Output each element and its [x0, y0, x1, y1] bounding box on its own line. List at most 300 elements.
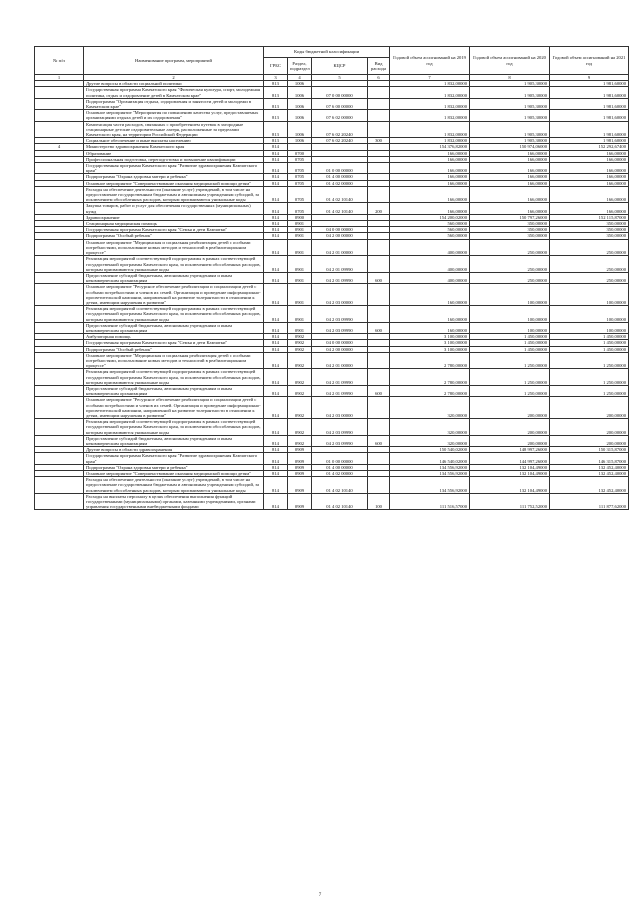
cell-2019: 3 100,00000: [390, 346, 470, 352]
cell-kcsr: 04 2 01 00000: [312, 239, 368, 256]
cell-razdel: 1006: [288, 87, 312, 98]
cell-2020: 1 905,30000: [470, 138, 550, 144]
cell-2021: 250,00000: [550, 256, 629, 273]
cell-razdel: 0902: [288, 334, 312, 340]
cell-2020: 1 905,30000: [470, 98, 550, 109]
table-row: [35, 174, 629, 180]
cell-name: Расходы на выплаты персоналу в целях обеспечения выполнения функций государственными (муниципальными) органами, казенными учреждениями, органами управления государственными внебюджетными фондами: [84, 493, 264, 510]
table-row: [35, 352, 629, 369]
cell-grbs: 814: [264, 144, 288, 150]
cell-2020: 1 905,30000: [470, 121, 550, 138]
cell-kcsr: 07 6 02 20240: [312, 138, 368, 144]
cell-no: [35, 435, 84, 446]
cell-2021: 1 981,60000: [550, 87, 629, 98]
page-number: 7: [318, 893, 322, 898]
cell-2019: 160,00000: [390, 284, 470, 306]
table-row: [35, 180, 629, 186]
cell-grbs: 814: [264, 214, 288, 220]
cell-no: [35, 98, 84, 109]
cell-2020: 166,00000: [470, 163, 550, 174]
cell-grbs: 814: [264, 447, 288, 453]
cell-grbs: 814: [264, 186, 288, 203]
cell-no: [35, 121, 84, 138]
cell-grbs: 814: [264, 435, 288, 446]
cell-razdel: 0902: [288, 397, 312, 419]
cell-grbs: 814: [264, 163, 288, 174]
cell-no: [35, 256, 84, 273]
cell-2021: 1 450,00000: [550, 340, 629, 346]
cell-razdel: 0909: [288, 453, 312, 464]
cell-name: Амбулаторная помощь: [84, 334, 264, 340]
cell-no: [35, 87, 84, 98]
cell-name: Предоставление субсидий бюджетным, автономным учреждениям и иным некоммерческим организациям: [84, 322, 264, 333]
cell-grbs: 814: [264, 203, 288, 214]
cell-2021: 1 250,00000: [550, 369, 629, 386]
cell-2020: 166,00000: [470, 150, 550, 156]
cell-2019: 560,00000: [390, 227, 470, 233]
cell-grbs: 814: [264, 334, 288, 340]
cell-vr: [368, 306, 390, 323]
cell-kcsr: 04 2 00 00000: [312, 346, 368, 352]
cell-name: Основное мероприятие "Совершенствование оказания медицинской помощи детям": [84, 180, 264, 186]
cell-name: Предоставление субсидий бюджетным, автономным учреждениям и иным некоммерческим организациям: [84, 385, 264, 396]
cell-grbs: 814: [264, 385, 288, 396]
cell-grbs: 814: [264, 221, 288, 227]
cell-2021: 166,00000: [550, 150, 629, 156]
cell-razdel: 0901: [288, 227, 312, 233]
cell-kcsr: 04 0 00 00000: [312, 227, 368, 233]
cell-2020: 350,00000: [470, 233, 550, 239]
header-name: Наименование программ, мероприятий: [84, 47, 264, 75]
cell-name: Основное мероприятие "Ресурсное обеспечение реабилитации и социализации детей с особыми потребностями и членов их семей. Организация и проведение информационно-просветительской кампании, направленной на развитие толерантности в отношении к детям, имеющим нарушения в развитии": [84, 397, 264, 419]
table-row: [35, 98, 629, 109]
table-header: [35, 47, 629, 81]
cell-kcsr: 01 4 02 10140: [312, 477, 368, 494]
cell-2019: 400,00000: [390, 256, 470, 273]
cell-vr: [368, 163, 390, 174]
cell-kcsr: 07 6 00 00000: [312, 98, 368, 109]
cell-vr: 100: [368, 493, 390, 510]
cell-2020: 1 450,00000: [470, 346, 550, 352]
cell-name: Основное мероприятие "Ресурсное обеспечение реабилитации и социализации детей с особыми потребностями и членов их семей. Организация и проведение информационно-просветительской кампании, направленной на развитие толерантности в отношении к детям, имеющим нарушения в развитии": [84, 284, 264, 306]
cell-vr: [368, 369, 390, 386]
cell-2019: 560,00000: [390, 233, 470, 239]
table-row: [35, 256, 629, 273]
table-row: [35, 227, 629, 233]
cell-razdel: 1006: [288, 98, 312, 109]
cell-vr: [368, 453, 390, 464]
cell-2019: 146 540,02000: [390, 453, 470, 464]
cell-2019: 154 200,02000: [390, 214, 470, 220]
header-2019: Годовой объем ассигнований на 2019 год: [390, 47, 470, 75]
cell-2019: 166,00000: [390, 203, 470, 214]
cell-2021: 150 315,87000: [550, 447, 629, 453]
column-index-cell: 4: [288, 75, 312, 81]
cell-no: [35, 322, 84, 333]
cell-2021: 166,00000: [550, 180, 629, 186]
cell-razdel: 0900: [288, 214, 312, 220]
cell-2020: 200,00000: [470, 419, 550, 436]
header-razdel: Раздел, подраздел: [288, 58, 312, 75]
cell-grbs: 813: [264, 81, 288, 87]
cell-2020: 1 905,30000: [470, 110, 550, 121]
cell-kcsr: 01 0 00 00000: [312, 453, 368, 464]
cell-2021: 111 877,62000: [550, 493, 629, 510]
cell-razdel: 0901: [288, 322, 312, 333]
column-index-cell: 7: [390, 75, 470, 81]
cell-2020: 100,00000: [470, 322, 550, 333]
cell-2021: 100,00000: [550, 306, 629, 323]
cell-2019: 134 556,92000: [390, 471, 470, 477]
column-index-cell: 9: [550, 75, 629, 81]
table-row: [35, 284, 629, 306]
cell-kcsr: 04 2 03 09990: [312, 435, 368, 446]
cell-no: [35, 272, 84, 283]
cell-2019: 320,00000: [390, 397, 470, 419]
cell-2021: 132 452,40000: [550, 477, 629, 494]
cell-grbs: 814: [264, 227, 288, 233]
cell-kcsr: 01 4 00 00000: [312, 464, 368, 470]
cell-kcsr: 01 4 02 10140: [312, 186, 368, 203]
cell-2021: 146 315,87000: [550, 453, 629, 464]
cell-name: Государственная программа Камчатского края "Развитие здравоохранения Камчатского края": [84, 453, 264, 464]
cell-no: [35, 186, 84, 203]
cell-2021: 152 292,67400: [550, 144, 629, 150]
cell-name: Основное мероприятие "Мероприятия по повышению качества услуг, предоставляемых организациями отдыха детей и их оздоровления": [84, 110, 264, 121]
cell-2021: 1 981,60000: [550, 121, 629, 138]
cell-2020: 250,00000: [470, 272, 550, 283]
cell-2021: 1 450,00000: [550, 334, 629, 340]
cell-vr: [368, 256, 390, 273]
cell-kcsr: 07 6 02 00000: [312, 110, 368, 121]
cell-2020: 250,00000: [470, 256, 550, 273]
cell-kcsr: 01 4 02 00000: [312, 180, 368, 186]
cell-2019: 166,00000: [390, 174, 470, 180]
cell-kcsr: 01 4 02 10140: [312, 203, 368, 214]
cell-2021: 100,00000: [550, 322, 629, 333]
cell-name: Основное мероприятие "Медицинская и социальная реабилитация детей с особыми потребностями, использование новых методов и технологий в реабилитационном процессе": [84, 239, 264, 256]
cell-2020: 100,00000: [470, 306, 550, 323]
cell-name: Подпрограмма "Особый ребенок": [84, 346, 264, 352]
cell-razdel: 1006: [288, 121, 312, 138]
cell-kcsr: 04 2 03 09990: [312, 419, 368, 436]
cell-name: Социальное обеспечение и иные выплаты населению: [84, 138, 264, 144]
cell-grbs: 814: [264, 419, 288, 436]
cell-name: Реализация мероприятий соответствующей подпрограммы в рамках соответствующей государственной программы Камчатского края, за исключением обособленных расходов, которым присваиваются уникальные коды: [84, 256, 264, 273]
cell-grbs: 814: [264, 477, 288, 494]
cell-2021: 350,00000: [550, 227, 629, 233]
cell-2021: 166,00000: [550, 203, 629, 214]
cell-2019: 160,00000: [390, 306, 470, 323]
cell-name: Предоставление субсидий бюджетным, автономным учреждениям и иным некоммерческим организациям: [84, 272, 264, 283]
table-row: [35, 435, 629, 446]
cell-2020: 350,00000: [470, 221, 550, 227]
cell-2021: 200,00000: [550, 397, 629, 419]
cell-razdel: 0705: [288, 180, 312, 186]
cell-kcsr: 04 2 01 00000: [312, 352, 368, 369]
cell-2019: 1 832,00000: [390, 121, 470, 138]
cell-name: Профессиональная подготовка, переподготовка и повышение квалификации: [84, 156, 264, 162]
cell-name: Стационарная медицинская помощь: [84, 221, 264, 227]
cell-vr: 600: [368, 322, 390, 333]
cell-razdel: 1006: [288, 138, 312, 144]
cell-razdel: 0909: [288, 471, 312, 477]
cell-no: [35, 110, 84, 121]
cell-kcsr: 04 2 01 09990: [312, 256, 368, 273]
table-body: [35, 81, 629, 510]
cell-name: Закупка товаров, работ и услуг для обеспечения государственных (муниципальных) нужд: [84, 203, 264, 214]
cell-2020: 1 250,00000: [470, 369, 550, 386]
cell-2020: 1 250,00000: [470, 385, 550, 396]
cell-razdel: 0902: [288, 385, 312, 396]
cell-vr: [368, 477, 390, 494]
cell-kcsr: 07 0 00 00000: [312, 87, 368, 98]
cell-no: [35, 352, 84, 369]
table-row: [35, 121, 629, 138]
cell-2020: 150 974,06000: [470, 144, 550, 150]
cell-2020: 250,00000: [470, 239, 550, 256]
cell-razdel: 0901: [288, 272, 312, 283]
header-vr: Вид расхода: [368, 58, 390, 75]
cell-kcsr: 04 0 00 00000: [312, 340, 368, 346]
cell-no: [35, 369, 84, 386]
cell-2020: 1 450,00000: [470, 334, 550, 340]
cell-grbs: 814: [264, 174, 288, 180]
cell-2020: 200,00000: [470, 397, 550, 419]
column-index-cell: 5: [312, 75, 368, 81]
cell-no: [35, 419, 84, 436]
cell-2020: 1 450,00000: [470, 340, 550, 346]
cell-grbs: 814: [264, 322, 288, 333]
cell-no: [35, 477, 84, 494]
cell-razdel: 0902: [288, 340, 312, 346]
cell-2019: 320,00000: [390, 435, 470, 446]
cell-kcsr: 04 2 03 09990: [312, 322, 368, 333]
cell-2019: 1 832,00000: [390, 87, 470, 98]
cell-no: [35, 493, 84, 510]
table-row: [35, 87, 629, 98]
table-row: [35, 306, 629, 323]
table-row: [35, 239, 629, 256]
cell-name: Подпрограмма "Организация отдыха, оздоровления и занятости детей и молодежи в Камчатском крае": [84, 98, 264, 109]
cell-name: Здравоохранение: [84, 214, 264, 220]
cell-grbs: 813: [264, 138, 288, 144]
budget-table: [34, 46, 629, 510]
table-row: [35, 471, 629, 477]
cell-no: [35, 453, 84, 464]
cell-grbs: 813: [264, 121, 288, 138]
table-row: [35, 477, 629, 494]
cell-2019: 166,00000: [390, 156, 470, 162]
cell-2019: 2 780,00000: [390, 352, 470, 369]
cell-2020: 150 797,26000: [470, 214, 550, 220]
header-grbs: ГРБС: [264, 58, 288, 75]
cell-vr: [368, 121, 390, 138]
cell-2020: 350,00000: [470, 227, 550, 233]
cell-2021: 200,00000: [550, 435, 629, 446]
table-row: [35, 163, 629, 174]
cell-2020: 1 250,00000: [470, 352, 550, 369]
cell-grbs: 813: [264, 98, 288, 109]
cell-name: Компенсация части расходов, связанных с приобретением путевок в загородные стационарные детские оздоровительные лагеря, расположенные за пределами Камчатского края, на территории Российской Федерации: [84, 121, 264, 138]
cell-name: Министерство здравоохранения Камчатского края: [84, 144, 264, 150]
cell-razdel: 0902: [288, 346, 312, 352]
cell-no: [35, 385, 84, 396]
cell-kcsr: 04 2 01 09990: [312, 369, 368, 386]
cell-vr: [368, 87, 390, 98]
cell-2021: 350,00000: [550, 221, 629, 227]
cell-razdel: 0902: [288, 419, 312, 436]
cell-razdel: 0705: [288, 163, 312, 174]
table-row: [35, 385, 629, 396]
cell-grbs: 814: [264, 471, 288, 477]
cell-grbs: 814: [264, 453, 288, 464]
cell-no: [35, 203, 84, 214]
cell-vr: 200: [368, 203, 390, 214]
cell-grbs: 814: [264, 233, 288, 239]
cell-grbs: 814: [264, 346, 288, 352]
cell-name: Предоставление субсидий бюджетным, автономным учреждениям и иным некоммерческим организациям: [84, 435, 264, 446]
table-row: [35, 340, 629, 346]
cell-vr: 600: [368, 272, 390, 283]
cell-name: Подпрограмма "Охрана здоровья матери и ребенка": [84, 174, 264, 180]
cell-2019: 1 832,00000: [390, 81, 470, 87]
cell-kcsr: 01 0 00 00000: [312, 163, 368, 174]
cell-no: [35, 397, 84, 419]
cell-name: Другие вопросы в области здравоохранения: [84, 447, 264, 453]
cell-razdel: 0909: [288, 477, 312, 494]
column-index-cell: 6: [368, 75, 390, 81]
cell-name: Реализация мероприятий соответствующей подпрограммы в рамках соответствующей государственной программы Камчатского края, за исключением обособленных расходов, которым присваиваются уникальные коды: [84, 419, 264, 436]
cell-vr: [368, 352, 390, 369]
cell-2019: 160,00000: [390, 322, 470, 333]
cell-grbs: 813: [264, 110, 288, 121]
cell-vr: [368, 419, 390, 436]
cell-razdel: 0705: [288, 174, 312, 180]
cell-grbs: 813: [264, 87, 288, 98]
cell-2019: 3 100,00000: [390, 340, 470, 346]
column-index-cell: 2: [84, 75, 264, 81]
cell-razdel: 1006: [288, 81, 312, 87]
cell-name: Образование: [84, 150, 264, 156]
header-2021: Годовой объем ассигнований на 2021 год: [550, 47, 629, 75]
cell-grbs: 814: [264, 156, 288, 162]
cell-2020: 148 997,26000: [470, 447, 550, 453]
cell-2020: 166,00000: [470, 186, 550, 203]
cell-2021: 1 981,60000: [550, 81, 629, 87]
cell-2019: 320,00000: [390, 419, 470, 436]
table-row: [35, 322, 629, 333]
cell-2020: 1 905,30000: [470, 81, 550, 87]
cell-razdel: 0909: [288, 493, 312, 510]
table-row: [35, 272, 629, 283]
cell-name: Реализация мероприятий соответствующей подпрограммы в рамках соответствующей государственной программы Камчатского края, за исключением обособленных расходов, которым присваиваются уникальные коды: [84, 369, 264, 386]
header-kcsr: КЦСР: [312, 58, 368, 75]
cell-2021: 100,00000: [550, 284, 629, 306]
header-codes-group: Коды бюджетной классификации: [264, 47, 390, 58]
cell-2019: 400,00000: [390, 272, 470, 283]
cell-grbs: 814: [264, 340, 288, 346]
table-row: [35, 186, 629, 203]
cell-2020: 100,00000: [470, 284, 550, 306]
cell-name: Государственная программа Камчатского края "Семья и дети Камчатки": [84, 340, 264, 346]
cell-kcsr: 01 4 02 00000: [312, 471, 368, 477]
column-index-cell: 3: [264, 75, 288, 81]
cell-kcsr: 01 4 00 00000: [312, 174, 368, 180]
cell-2019: 154 376,82000: [390, 144, 470, 150]
cell-grbs: 814: [264, 369, 288, 386]
cell-kcsr: 04 2 03 00000: [312, 397, 368, 419]
cell-2019: 134 556,92000: [390, 464, 470, 470]
cell-2021: 1 981,60000: [550, 98, 629, 109]
cell-kcsr: 04 2 01 09990: [312, 272, 368, 283]
cell-name: Подпрограмма "Охрана здоровья матери и ребенка": [84, 464, 264, 470]
cell-2021: 166,00000: [550, 163, 629, 174]
cell-2019: 400,00000: [390, 239, 470, 256]
cell-2020: 1 905,30000: [470, 87, 550, 98]
cell-2020: 132 104,49000: [470, 464, 550, 470]
cell-razdel: 1006: [288, 110, 312, 121]
cell-razdel: 0901: [288, 306, 312, 323]
cell-2020: 166,00000: [470, 156, 550, 162]
cell-name: Реализация мероприятий соответствующей подпрограммы в рамках соответствующей государственной программы Камчатского края, за исключением обособленных расходов, которым присваиваются уникальные коды: [84, 306, 264, 323]
cell-grbs: 814: [264, 150, 288, 156]
cell-2020: 111 752,52000: [470, 493, 550, 510]
cell-2020: 200,00000: [470, 435, 550, 446]
cell-grbs: 814: [264, 352, 288, 369]
table-row: [35, 110, 629, 121]
cell-2019: 166,00000: [390, 180, 470, 186]
cell-2020: 132 104,49000: [470, 471, 550, 477]
cell-razdel: 0705: [288, 156, 312, 162]
cell-kcsr: 04 2 03 09990: [312, 306, 368, 323]
cell-2020: 144 997,26000: [470, 453, 550, 464]
cell-2019: 3 100,00000: [390, 334, 470, 340]
cell-2019: 134 556,92000: [390, 477, 470, 494]
cell-2021: 200,00000: [550, 419, 629, 436]
cell-name: Государственная программа Камчатского края "Физическая культура, спорт, молодежная политика, отдых и оздоровление детей в Камчатском крае": [84, 87, 264, 98]
cell-vr: [368, 239, 390, 256]
table-row: [35, 464, 629, 470]
cell-no: [35, 163, 84, 174]
cell-name: Расходы на обеспечение деятельности (оказание услуг) учреждений, в том числе на предоставление государственным бюджетным и автономным учреждениям субсидий, за исключением обособленных расходов, которым присваиваются уникальные коды: [84, 477, 264, 494]
cell-grbs: 814: [264, 284, 288, 306]
cell-kcsr: 07 6 02 20240: [312, 121, 368, 138]
cell-razdel: 0700: [288, 150, 312, 156]
cell-2021: 250,00000: [550, 272, 629, 283]
table-row: [35, 369, 629, 386]
cell-2019: 166,00000: [390, 163, 470, 174]
cell-razdel: 0705: [288, 203, 312, 214]
cell-2021: 166,00000: [550, 156, 629, 162]
column-index-cell: 1: [35, 75, 84, 81]
cell-2021: 152 115,87000: [550, 214, 629, 220]
cell-2021: 132 452,40000: [550, 471, 629, 477]
cell-vr: [368, 284, 390, 306]
cell-2021: 250,00000: [550, 239, 629, 256]
cell-razdel: 0902: [288, 352, 312, 369]
cell-2021: 350,00000: [550, 233, 629, 239]
table-row: [35, 453, 629, 464]
table-row: [35, 203, 629, 214]
cell-2020: 166,00000: [470, 203, 550, 214]
table-row: [35, 233, 629, 239]
cell-2021: 1 981,60000: [550, 110, 629, 121]
cell-vr: 300: [368, 138, 390, 144]
cell-vr: [368, 98, 390, 109]
cell-razdel: 0901: [288, 284, 312, 306]
cell-grbs: 814: [264, 272, 288, 283]
